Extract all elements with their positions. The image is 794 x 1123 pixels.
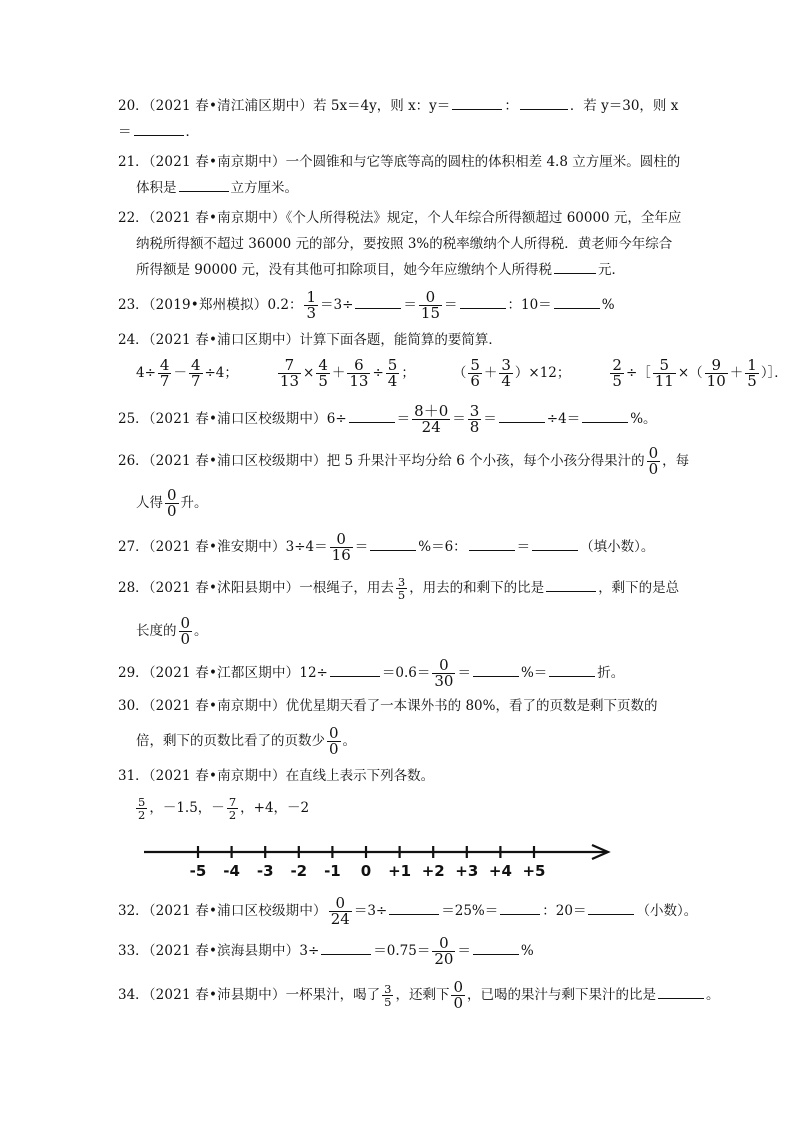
number-line-label: -3 [256,862,274,880]
question-31-numbers: $\frac{5}{2}$ ，－1.5，－ $\frac{7}{2}$ ，+4，－2 [138,795,310,822]
question-source: （2021 春•清江浦区期中） [148,98,314,114]
question-source: （2021 春•浦口区校级期中） [148,903,327,919]
number-line-label: 0 [360,862,372,880]
question-26-line2: 人得 $\frac{0}{0}$ 升。 [136,486,208,520]
fraction: $\frac{0}{24}$ [330,894,350,928]
number-line-label: +2 [421,862,445,880]
answer-blank[interactable] [330,662,380,677]
question-24-expressions [136,356,788,390]
question-number: 29． [118,665,149,681]
answer-blank[interactable] [460,294,506,309]
question-20-line2: ＝ ． [118,118,676,146]
question-25: 25．（2021 春•浦口区校级期中）6÷ ＝ $\frac{8+0}{24}$ ＝ $\frac{3}{8}$ ＝ ÷4＝ %。 [118,402,657,436]
question-number: 28． [118,580,149,596]
question-source: （2021 春•浦口区校级期中） [148,411,327,427]
fraction: $\frac{0}{16}$ [331,530,351,564]
answer-blank[interactable] [500,900,540,915]
question-source: （2021 春•南京期中） [148,768,286,784]
number-line-label: +3 [455,862,479,880]
answer-blank[interactable] [554,259,596,274]
question-source: （2021 春•南京期中） [148,698,286,714]
number-line-label: +4 [488,862,512,880]
expression-1: 4÷ $\frac{4}{7}$ － $\frac{4}{7}$ ÷4； [136,356,238,390]
question-22-line2: 纳税所得额不超过 36000 元的部分，要按照 3%的税率缴纳个人所得税．黄老师今年综合 [136,236,673,252]
fraction: $\frac{1}{3}$ [306,288,316,322]
question-source: （2021 春•滨海县期中） [148,943,300,959]
fraction: $\frac{7}{2}$ [228,795,237,822]
question-source: （2021 春•江都区期中） [148,665,300,681]
answer-blank[interactable] [473,940,519,955]
question-number: 24． [118,332,149,348]
number-line-label: +1 [388,862,412,880]
answer-blank[interactable] [452,95,502,110]
fraction: $\frac{8+0}{24}$ [414,402,449,436]
number-line-label: -1 [324,862,341,880]
answer-blank[interactable] [469,536,515,551]
question-number: 21． [118,154,149,170]
fraction: $\frac{0}{0}$ [648,444,659,478]
answer-blank[interactable] [179,177,229,192]
question-29: 29．（2021 春•江都区期中）12÷ ＝0.6＝ $\frac{0}{30}$ ＝ %＝ 折。 [118,656,625,690]
fraction: $\frac{0}{0}$ [329,724,339,758]
answer-blank[interactable] [499,408,545,423]
expression-3: （ $\frac{5}{6}$ ＋ $\frac{3}{4}$ ）×12； [452,356,571,390]
question-30: 30．（2021 春•南京期中）优优星期天看了一本课外书的 80%，看了的页数是剩下页数的 [118,698,658,714]
question-number: 22． [118,210,149,226]
question-32: 32．（2021 春•浦口区校级期中） $\frac{0}{24}$ ＝3÷ ＝25%＝ ：20＝ （小数）。 [118,894,698,928]
question-number: 32． [118,903,149,919]
expression-4: $\frac{2}{5}$ ÷［ $\frac{5}{11}$ ×（ $\frac{9}{10}$ ＋ $\frac{1}{5}$ ）］． [612,356,788,390]
question-source: （2019•郑州模拟） [148,297,268,313]
question-number: 20． [118,98,149,114]
expression-2: $\frac{7}{13}$ × $\frac{4}{5}$ ＋ $\frac{6}{13}$ ÷ $\frac{5}{4}$ ； [279,356,415,390]
question-source: （2021 春•南京期中） [148,154,286,170]
question-28-line2: 长度的 $\frac{0}{0}$ 。 [136,614,208,648]
answer-blank[interactable] [349,408,395,423]
question-source: （2021 春•淮安期中） [148,539,286,555]
question-source: （2021 春•沭阳县期中） [148,580,300,596]
fraction: $\frac{3}{5}$ [384,982,392,1009]
number-line-label: -4 [223,862,240,880]
question-number: 27． [118,539,149,555]
question-source: （2021 春•沛县期中） [148,987,286,1003]
answer-blank[interactable] [658,984,704,999]
fraction: $\frac{5}{2}$ [138,795,146,822]
answer-blank[interactable] [546,577,596,592]
question-number: 30． [118,698,149,714]
question-34: 34．（2021 春•沛县期中）一杯果汁，喝了 $\frac{3}{5}$ ，还剩下 $\frac{0}{0}$ ，已喝的果汁与剩下果汁的比是 。 [118,978,720,1012]
fraction: $\frac{0}{0}$ [453,978,464,1012]
fraction: $\frac{3}{8}$ [469,402,480,436]
question-number: 23． [118,297,149,313]
question-source: （2021 春•浦口区期中） [148,332,300,348]
question-number: 26． [118,453,149,469]
question-21-line2: 体积是 立方厘米。 [118,174,676,202]
number-line-label: -2 [290,862,308,880]
question-24: 24．（2021 春•浦口区期中）计算下面各题，能简算的要简算． [118,332,502,348]
question-number: 25． [118,411,149,427]
answer-blank[interactable] [370,536,416,551]
answer-blank[interactable] [549,662,595,677]
number-line[interactable] [140,838,614,880]
question-20: 20．（2021 春•清江浦区期中）若 5x＝4y，则 x：y＝ ： ．若 y＝30，则 x [118,92,676,120]
answer-blank[interactable] [321,940,371,955]
fraction: $\frac{0}{0}$ [180,614,191,648]
question-21: 21．（2021 春•南京期中）一个圆锥和与它等底等高的圆柱的体积相差 4.8 立方厘米。圆柱的 [118,154,681,170]
question-28: 28．（2021 春•沭阳县期中）一根绳子，用去 $\frac{3}{5}$ ，用去的和剩下的比是 ，剩下的是总 [118,575,680,602]
answer-blank[interactable] [389,900,439,915]
answer-blank[interactable] [520,95,568,110]
answer-blank[interactable] [134,121,184,136]
question-23: 23．（2019•郑州模拟）0.2： $\frac{1}{3}$ ＝3÷ ＝ $\frac{0}{15}$ ＝ ：10＝ % [118,288,615,322]
answer-blank[interactable] [588,900,634,915]
number-line-label: +5 [522,862,546,880]
question-26: 26．（2021 春•浦口区校级期中）把 5 升果汁平均分给 6 个小孩，每个小孩分得果汁的 $\frac{0}{0}$ ，每 [118,444,690,478]
answer-blank[interactable] [532,536,578,551]
question-source: （2021 春•南京期中） [148,210,286,226]
answer-blank[interactable] [554,294,600,309]
fraction: $\frac{0}{20}$ [434,934,454,968]
question-22-line3: 所得额是 90000 元，没有其他可扣除项目，她今年应缴纳个人所得税 元． [118,256,676,284]
question-number: 33． [118,943,149,959]
question-number: 34． [118,987,149,1003]
fraction: $\frac{0}{15}$ [420,288,440,322]
answer-blank[interactable] [582,408,628,423]
question-31: 31．（2021 春•南京期中）在直线上表示下列各数。 [118,768,435,784]
fraction: $\frac{0}{30}$ [434,656,454,690]
fraction: $\frac{3}{5}$ [397,575,406,602]
question-22: 22．（2021 春•南京期中）《个人所得税法》规定，个人年综合所得额超过 60000 元，全年应 [118,210,682,226]
answer-blank[interactable] [473,662,519,677]
number-line-label: -5 [189,862,207,880]
question-source: （2021 春•浦口区校级期中） [148,453,327,469]
question-number: 31． [118,768,149,784]
answer-blank[interactable] [355,294,401,309]
question-27: 27．（2021 春•淮安期中）3÷4＝ $\frac{0}{16}$ ＝ %＝6： ＝ （填小数）。 [118,530,655,564]
fraction: $\frac{0}{0}$ [167,486,177,520]
question-30-line2: 倍，剩下的页数比看了的页数少 $\frac{0}{0}$ 。 [136,724,357,758]
question-33: 33．（2021 春•滨海县期中）3÷ ＝0.75＝ $\frac{0}{20}$ ＝ % [118,934,534,968]
